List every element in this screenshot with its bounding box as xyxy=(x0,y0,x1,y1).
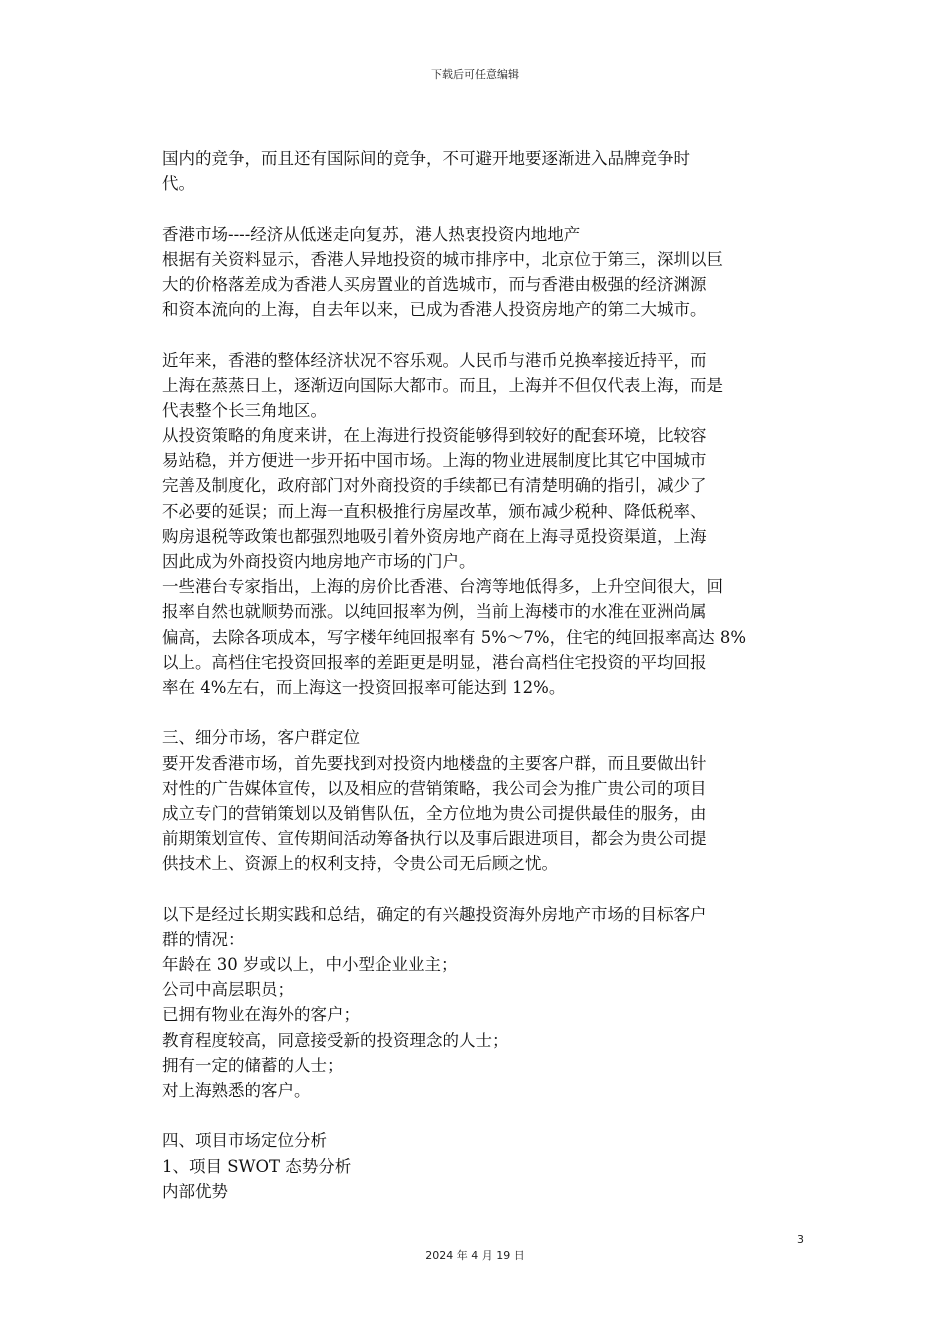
text-line: 国内的竞争，而且还有国际间的竞争，不可避开地要逐渐进入品牌竞争时 xyxy=(162,149,690,168)
paragraph-gap xyxy=(162,700,790,725)
text-line: 教育程度较高，同意接受新的投资理念的人士； xyxy=(162,1030,509,1050)
text-line: 以下是经过长期实践和总结，确定的有兴趣投资海外房地产市场的目标客户 xyxy=(162,904,707,924)
text-line: 率在 4%左右，而上海这一投资回报率可能达到 12%。 xyxy=(162,677,566,697)
text-line: 要开发香港市场，首先要找到对投资内地楼盘的主要客户群，而且要做出针 xyxy=(162,753,707,773)
paragraph xyxy=(162,725,790,876)
text-line: 和资本流向的上海，自去年以来，已成为香港人投资房地产的第二大城市。 xyxy=(162,300,707,320)
text-line: 大的价格落差成为香港人买房置业的首选城市，而与香港由极强的经济渊源 xyxy=(162,274,707,294)
text-line: 香港市场----经济从低迷走向复苏，港人热衷投资内地地产 xyxy=(162,224,581,244)
paragraph xyxy=(162,1128,790,1204)
text-line: 从投资策略的角度来讲，在上海进行投资能够得到较好的配套环境，比较容 xyxy=(162,426,707,446)
paragraph-gap xyxy=(162,196,790,221)
text-line: 已拥有物业在海外的客户； xyxy=(162,1005,360,1025)
text-line: 四、项目市场定位分析 xyxy=(162,1131,327,1151)
text-line: 群的情况： xyxy=(162,929,245,949)
text-line: 对上海熟悉的客户。 xyxy=(162,1080,311,1100)
text-line: 代。 xyxy=(162,174,195,194)
page-number: 3 xyxy=(797,1233,804,1246)
text-line: 一些港台专家指出，上海的房价比香港、台湾等地低得多，上升空间很大，回 xyxy=(162,577,723,597)
paragraph-gap xyxy=(162,1103,790,1128)
text-line: 三、细分市场，客户群定位 xyxy=(162,728,360,748)
text-line: 根据有关资料显示，香港人异地投资的城市排序中，北京位于第三，深圳以巨 xyxy=(162,249,723,269)
paragraph xyxy=(162,146,790,196)
document-body xyxy=(162,146,790,1204)
paragraph-gap xyxy=(162,876,790,901)
text-line: 上海在蒸蒸日上，逐渐迈向国际大都市。而且，上海并不但仅代表上海，而是 xyxy=(162,375,723,395)
text-line: 前期策划宣传、宣传期间活动筹备执行以及事后跟进项目，都会为贵公司提 xyxy=(162,829,707,849)
text-line: 供技术上、资源上的权利支持，令贵公司无后顾之忧。 xyxy=(162,854,558,874)
text-line: 报率自然也就顺势而涨。以纯回报率为例，当前上海楼市的水准在亚洲尚属 xyxy=(162,602,707,622)
text-line: 成立专门的营销策划以及销售队伍，全方位地为贵公司提供最佳的服务，由 xyxy=(162,803,707,823)
page-header: 下载后可任意编辑 xyxy=(431,68,519,81)
text-line: 近年来，香港的整体经济状况不容乐观。人民币与港币兑换率接近持平，而 xyxy=(162,350,707,370)
footer-date: 2024 年 4 月 19 日 xyxy=(425,1249,525,1262)
text-line: 公司中高层职员； xyxy=(162,980,294,1000)
paragraph xyxy=(162,902,790,1104)
text-line: 易站稳，并方便进一步开拓中国市场。上海的物业进展制度比其它中国城市 xyxy=(162,451,707,471)
paragraph-gap xyxy=(162,322,790,347)
text-line: 偏高，去除各项成本，写字楼年纯回报率有 5%～7%，住宅的纯回报率高达 8% xyxy=(162,627,747,647)
paragraph xyxy=(162,222,790,323)
text-line: 完善及制度化，政府部门对外商投资的手续都已有清楚明确的指引，减少了 xyxy=(162,476,707,496)
paragraph xyxy=(162,348,790,701)
text-line: 年龄在 30 岁或以上，中小型企业业主； xyxy=(162,955,458,974)
text-line: 对性的广告媒体宣传，以及相应的营销策略，我公司会为推广贵公司的项目 xyxy=(162,778,707,798)
text-line: 1、项目 SWOT 态势分析 xyxy=(162,1156,352,1176)
text-line: 以上。高档住宅投资回报率的差距更是明显，港台高档住宅投资的平均回报 xyxy=(162,652,707,672)
text-line: 因此成为外商投资内地房地产市场的门户。 xyxy=(162,552,476,571)
text-line: 内部优势 xyxy=(162,1181,228,1201)
text-line: 代表整个长三角地区。 xyxy=(162,400,327,420)
text-line: 拥有一定的储蓄的人士； xyxy=(162,1055,344,1075)
text-line: 购房退税等政策也都强烈地吸引着外资房地产商在上海寻觅投资渠道，上海 xyxy=(162,526,707,546)
text-line: 不必要的延误；而上海一直积极推行房屋改革，颁布减少税种、降低税率、 xyxy=(162,501,707,521)
